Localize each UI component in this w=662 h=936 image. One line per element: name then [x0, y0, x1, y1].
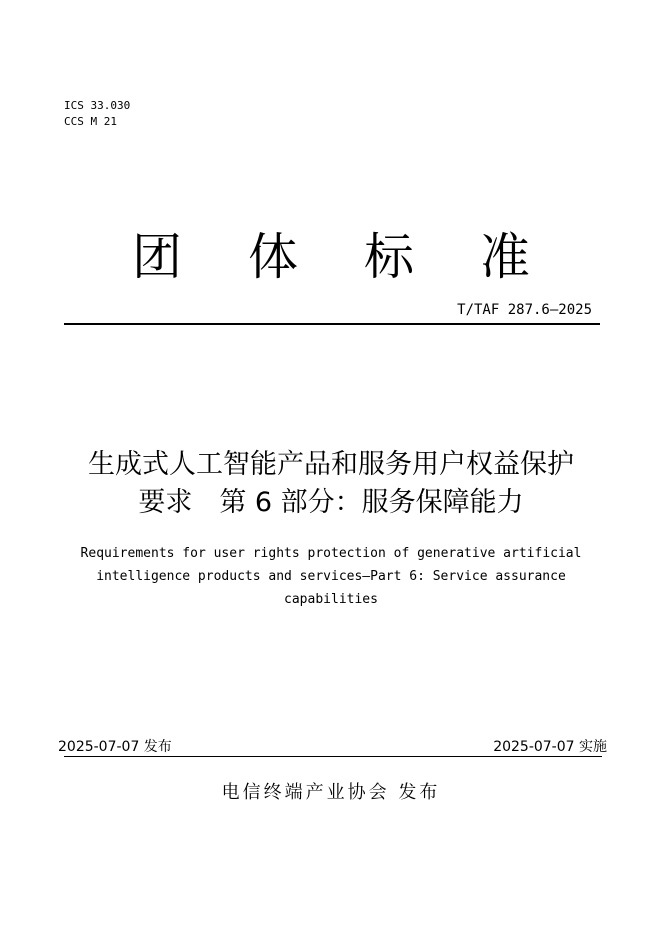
english-title-line: intelligence products and services—Part 6: Service assurance	[96, 569, 566, 584]
doc-type-char: 标	[364, 228, 414, 286]
ics-code: ICS 33.030	[64, 99, 131, 112]
implementation-date: 2025-07-07 实施	[493, 739, 607, 755]
header-divider	[64, 323, 600, 325]
english-title-line: capabilities	[284, 592, 378, 607]
classification-codes	[64, 98, 130, 130]
english-title-line: Requirements for user rights protection of generative artificial	[80, 546, 582, 561]
publication-date: 2025-07-07 发布	[58, 739, 172, 755]
doc-type-char: 团	[132, 228, 182, 286]
document-type-heading	[0, 222, 662, 292]
standard-number: T/TAF 287.6—2025	[457, 302, 592, 318]
english-title	[60, 542, 602, 611]
chinese-title-line: 要求 第 6 部分：服务保障能力	[138, 487, 524, 518]
chinese-title	[40, 446, 622, 522]
footer-divider	[64, 756, 602, 757]
chinese-title-line: 生成式人工智能产品和服务用户权益保护	[88, 449, 574, 480]
ccs-code: CCS M 21	[64, 115, 117, 128]
publisher-line: 电信终端产业协会 发布	[221, 782, 441, 803]
doc-type-char: 体	[248, 228, 298, 286]
doc-type-char: 准	[480, 228, 530, 286]
